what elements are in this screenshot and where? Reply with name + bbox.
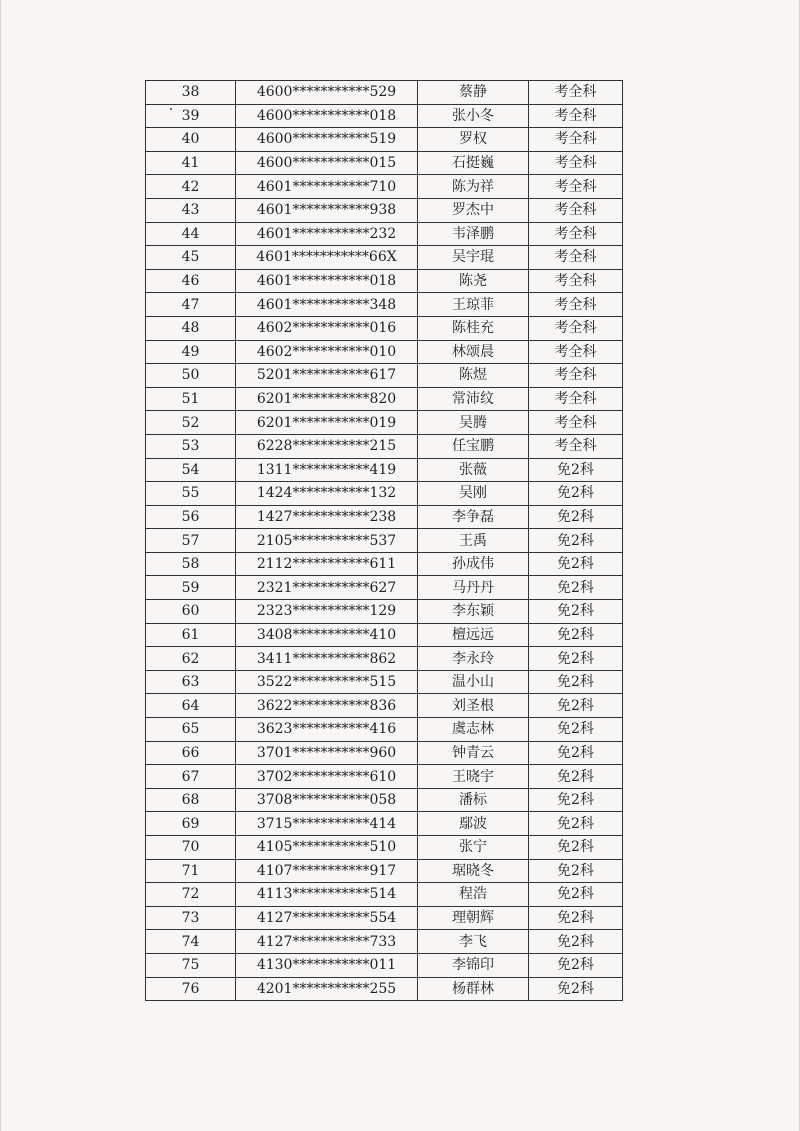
row-number-cell: 71 <box>146 859 236 883</box>
row-number-cell: 49 <box>146 340 236 364</box>
row-number-cell: 43 <box>146 198 236 222</box>
row-number-cell: 69 <box>146 812 236 836</box>
id-number-cell: 5201***********617 <box>236 364 418 388</box>
name-cell: 钟青云 <box>418 741 529 765</box>
id-number-cell: 2105***********537 <box>236 529 418 553</box>
name-cell: 程浩 <box>418 883 529 907</box>
row-number-cell: 67 <box>146 765 236 789</box>
id-number-cell: 4601***********710 <box>236 175 418 199</box>
name-cell: 吴宇琨 <box>418 246 529 270</box>
row-number-cell: 57 <box>146 529 236 553</box>
row-number-cell: 61 <box>146 623 236 647</box>
exam-status-cell: 考全科 <box>529 269 623 293</box>
table-row <box>146 836 623 860</box>
exam-status-cell: 免2科 <box>529 859 623 883</box>
row-number-cell: 56 <box>146 505 236 529</box>
exam-status-cell: 免2科 <box>529 482 623 506</box>
id-number-cell: 4600***********015 <box>236 151 418 175</box>
name-cell: 王晓宇 <box>418 765 529 789</box>
table-row <box>146 175 623 199</box>
id-number-cell: 4105***********510 <box>236 836 418 860</box>
exam-status-cell: 免2科 <box>529 458 623 482</box>
row-number-cell: 51 <box>146 387 236 411</box>
id-number-cell: 3715***********414 <box>236 812 418 836</box>
id-number-cell: 4107***********917 <box>236 859 418 883</box>
name-cell: 韦泽鹏 <box>418 222 529 246</box>
id-number-cell: 2112***********611 <box>236 552 418 576</box>
exam-status-cell: 免2科 <box>529 600 623 624</box>
row-number-cell: 73 <box>146 906 236 930</box>
name-cell: 张薇 <box>418 458 529 482</box>
id-number-cell: 3623***********416 <box>236 718 418 742</box>
row-number-cell: 68 <box>146 788 236 812</box>
table-row <box>146 269 623 293</box>
id-number-cell: 4601***********018 <box>236 269 418 293</box>
row-number-cell: 38 <box>146 81 236 105</box>
name-cell: 王禹 <box>418 529 529 553</box>
name-cell: 琚晓冬 <box>418 859 529 883</box>
exam-status-cell: 考全科 <box>529 151 623 175</box>
name-cell: 潘标 <box>418 788 529 812</box>
exam-status-cell: 考全科 <box>529 81 623 105</box>
table-row <box>146 81 623 105</box>
row-number-cell: 59 <box>146 576 236 600</box>
row-number-cell: 62 <box>146 647 236 671</box>
row-number-cell: 70 <box>146 836 236 860</box>
id-number-cell: 3622***********836 <box>236 694 418 718</box>
exam-status-cell: 考全科 <box>529 104 623 128</box>
id-number-cell: 3408***********410 <box>236 623 418 647</box>
table-row <box>146 434 623 458</box>
exam-status-cell: 免2科 <box>529 977 623 1001</box>
id-number-cell: 4600***********529 <box>236 81 418 105</box>
table-row <box>146 600 623 624</box>
id-number-cell: 4602***********016 <box>236 316 418 340</box>
table-row <box>146 977 623 1001</box>
name-cell: 张宁 <box>418 836 529 860</box>
exam-status-cell: 免2科 <box>529 529 623 553</box>
exam-status-cell: 考全科 <box>529 293 623 317</box>
table-row <box>146 387 623 411</box>
name-cell: 孙成伟 <box>418 552 529 576</box>
name-cell: 温小山 <box>418 670 529 694</box>
id-number-cell: 4602***********010 <box>236 340 418 364</box>
id-number-cell: 4600***********018 <box>236 104 418 128</box>
exam-status-cell: 免2科 <box>529 694 623 718</box>
table-row <box>146 906 623 930</box>
table-row <box>146 623 623 647</box>
name-cell: 石挺巍 <box>418 151 529 175</box>
exam-status-cell: 考全科 <box>529 246 623 270</box>
id-number-cell: 6201***********820 <box>236 387 418 411</box>
row-number-cell: 44 <box>146 222 236 246</box>
name-cell: 鄢波 <box>418 812 529 836</box>
exam-status-cell: 考全科 <box>529 175 623 199</box>
table-row <box>146 788 623 812</box>
exam-status-cell: 免2科 <box>529 930 623 954</box>
row-number-cell: 54 <box>146 458 236 482</box>
row-number-cell: 41 <box>146 151 236 175</box>
exam-status-cell: 免2科 <box>529 741 623 765</box>
table-row <box>146 198 623 222</box>
row-number-cell: 75 <box>146 953 236 977</box>
table-row <box>146 246 623 270</box>
table-row <box>146 741 623 765</box>
id-number-cell: 6228***********215 <box>236 434 418 458</box>
name-cell: 林颂晨 <box>418 340 529 364</box>
row-number-cell: 45 <box>146 246 236 270</box>
name-cell: 张小冬 <box>418 104 529 128</box>
exam-status-cell: 免2科 <box>529 836 623 860</box>
row-number-cell: 47 <box>146 293 236 317</box>
table-row <box>146 647 623 671</box>
table-row <box>146 694 623 718</box>
name-cell: 蔡静 <box>418 81 529 105</box>
name-cell: 罗杰中 <box>418 198 529 222</box>
table-row <box>146 552 623 576</box>
candidate-table <box>145 80 623 1001</box>
row-number-cell: 53 <box>146 434 236 458</box>
row-number-cell: 40 <box>146 128 236 152</box>
exam-status-cell: 免2科 <box>529 552 623 576</box>
name-cell: 理朝辉 <box>418 906 529 930</box>
exam-status-cell: 免2科 <box>529 765 623 789</box>
id-number-cell: 4113***********514 <box>236 883 418 907</box>
table-row <box>146 222 623 246</box>
name-cell: 李争磊 <box>418 505 529 529</box>
row-number-cell: 65 <box>146 718 236 742</box>
row-number-cell: 72 <box>146 883 236 907</box>
row-number-cell: 39 <box>146 104 236 128</box>
id-number-cell: 4201***********255 <box>236 977 418 1001</box>
table-row <box>146 458 623 482</box>
id-number-cell: 4130***********011 <box>236 953 418 977</box>
row-number-cell: 55 <box>146 482 236 506</box>
table-row <box>146 953 623 977</box>
exam-status-cell: 免2科 <box>529 812 623 836</box>
id-number-cell: 2323***********129 <box>236 600 418 624</box>
name-cell: 罗权 <box>418 128 529 152</box>
exam-status-cell: 考全科 <box>529 364 623 388</box>
table-row <box>146 293 623 317</box>
exam-status-cell: 考全科 <box>529 316 623 340</box>
name-cell: 虞志林 <box>418 718 529 742</box>
table-row <box>146 151 623 175</box>
name-cell: 任宝鹏 <box>418 434 529 458</box>
id-number-cell: 1424***********132 <box>236 482 418 506</box>
exam-status-cell: 考全科 <box>529 198 623 222</box>
exam-status-cell: 考全科 <box>529 128 623 152</box>
exam-status-cell: 免2科 <box>529 718 623 742</box>
name-cell: 杨群林 <box>418 977 529 1001</box>
id-number-cell: 3522***********515 <box>236 670 418 694</box>
exam-status-cell: 免2科 <box>529 953 623 977</box>
name-cell: 李锦印 <box>418 953 529 977</box>
candidate-table-body <box>146 81 623 1001</box>
table-row <box>146 765 623 789</box>
table-row <box>146 883 623 907</box>
name-cell: 常沛纹 <box>418 387 529 411</box>
table-row <box>146 718 623 742</box>
row-number-cell: 46 <box>146 269 236 293</box>
exam-status-cell: 免2科 <box>529 906 623 930</box>
table-row <box>146 411 623 435</box>
table-row <box>146 529 623 553</box>
table-row <box>146 859 623 883</box>
name-cell: 吴腾 <box>418 411 529 435</box>
name-cell: 王琼菲 <box>418 293 529 317</box>
exam-status-cell: 考全科 <box>529 411 623 435</box>
name-cell: 马丹丹 <box>418 576 529 600</box>
exam-status-cell: 免2科 <box>529 623 623 647</box>
exam-status-cell: 免2科 <box>529 883 623 907</box>
exam-status-cell: 免2科 <box>529 788 623 812</box>
table-row <box>146 104 623 128</box>
exam-status-cell: 免2科 <box>529 670 623 694</box>
exam-status-cell: 免2科 <box>529 505 623 529</box>
name-cell: 吴刚 <box>418 482 529 506</box>
table-row <box>146 482 623 506</box>
row-number-cell: 58 <box>146 552 236 576</box>
name-cell: 李飞 <box>418 930 529 954</box>
id-number-cell: 4127***********733 <box>236 930 418 954</box>
row-number-cell: 48 <box>146 316 236 340</box>
id-number-cell: 4601***********66X <box>236 246 418 270</box>
name-cell: 陈尧 <box>418 269 529 293</box>
name-cell: 刘圣根 <box>418 694 529 718</box>
id-number-cell: 4600***********519 <box>236 128 418 152</box>
id-number-cell: 2321***********627 <box>236 576 418 600</box>
row-number-cell: 74 <box>146 930 236 954</box>
table-row <box>146 316 623 340</box>
id-number-cell: 1311***********419 <box>236 458 418 482</box>
row-number-cell: 76 <box>146 977 236 1001</box>
name-cell: 陈煜 <box>418 364 529 388</box>
table-row <box>146 576 623 600</box>
name-cell: 檀远远 <box>418 623 529 647</box>
row-number-cell: 63 <box>146 670 236 694</box>
row-number-cell: 60 <box>146 600 236 624</box>
exam-status-cell: 考全科 <box>529 434 623 458</box>
id-number-cell: 3708***********058 <box>236 788 418 812</box>
id-number-cell: 4127***********554 <box>236 906 418 930</box>
table-row <box>146 340 623 364</box>
row-number-cell: 66 <box>146 741 236 765</box>
name-cell: 李东颖 <box>418 600 529 624</box>
table-row <box>146 670 623 694</box>
id-number-cell: 3701***********960 <box>236 741 418 765</box>
table-row <box>146 505 623 529</box>
id-number-cell: 4601***********938 <box>236 198 418 222</box>
name-cell: 陈为祥 <box>418 175 529 199</box>
exam-status-cell: 考全科 <box>529 340 623 364</box>
table-row <box>146 812 623 836</box>
row-number-cell: 64 <box>146 694 236 718</box>
id-number-cell: 4601***********232 <box>236 222 418 246</box>
exam-status-cell: 免2科 <box>529 576 623 600</box>
name-cell: 李永玲 <box>418 647 529 671</box>
id-number-cell: 1427***********238 <box>236 505 418 529</box>
table-row <box>146 128 623 152</box>
id-number-cell: 4601***********348 <box>236 293 418 317</box>
exam-status-cell: 免2科 <box>529 647 623 671</box>
row-number-cell: 52 <box>146 411 236 435</box>
table-row <box>146 364 623 388</box>
id-number-cell: 6201***********019 <box>236 411 418 435</box>
name-cell: 陈桂充 <box>418 316 529 340</box>
row-number-cell: 42 <box>146 175 236 199</box>
table-row <box>146 930 623 954</box>
row-number-cell: 50 <box>146 364 236 388</box>
exam-status-cell: 考全科 <box>529 222 623 246</box>
exam-status-cell: 考全科 <box>529 387 623 411</box>
id-number-cell: 3702***********610 <box>236 765 418 789</box>
id-number-cell: 3411***********862 <box>236 647 418 671</box>
